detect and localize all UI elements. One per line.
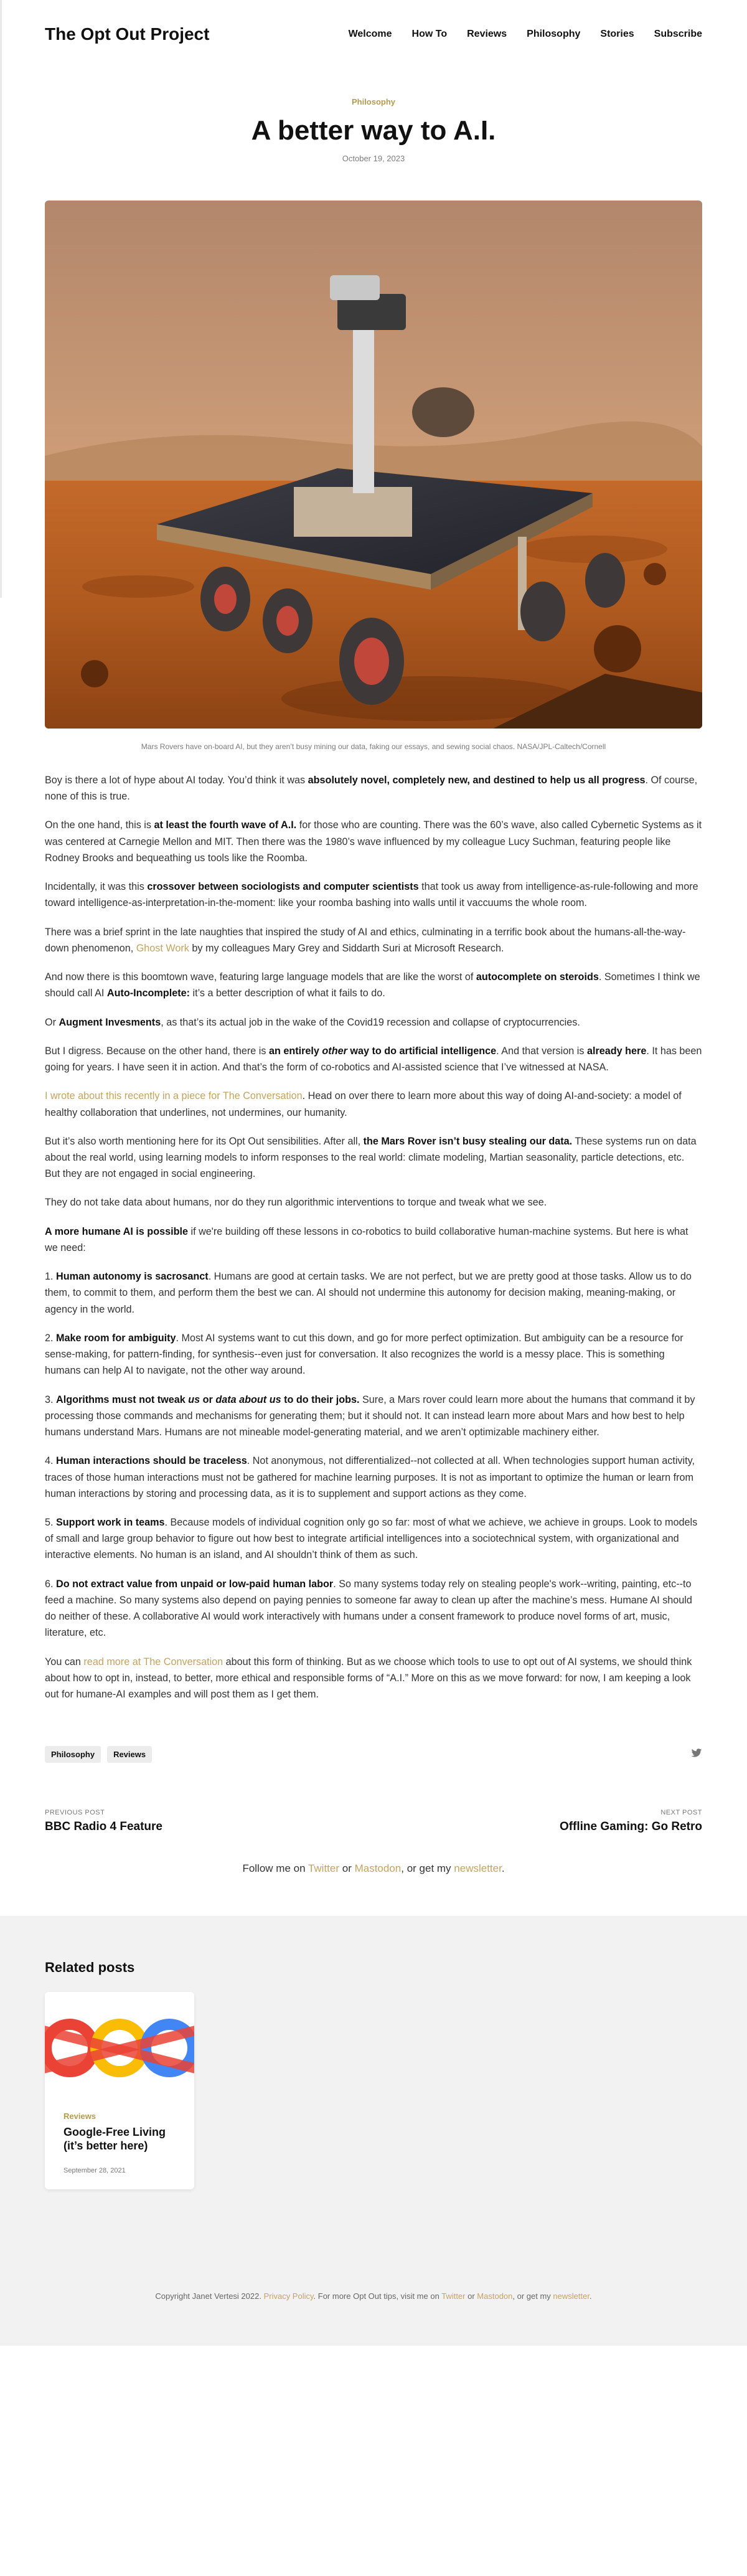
text: to do their jobs. <box>281 1394 360 1405</box>
follow-twitter-link[interactable]: Twitter <box>308 1862 340 1875</box>
text: . Because models of individual cognition only go so far: most of what we achieve, we achieve in groups. Look to models of small and large group behavior to figure out how best to integrate artificial intelligences into a sociotechnical system, with organizational and interactive elements. No human is an island, and AI shouldn’t think of them as such. <box>45 1516 698 1561</box>
text: Boy is there a lot of hype about AI today. You’d think it was <box>45 775 308 786</box>
paragraph-closing <box>45 1654 702 1703</box>
previous-post-label: PREVIOUS POST <box>45 1809 105 1817</box>
text: . So many systems today rely on stealing people's work--writing, painting, etc--to feed a machine. So many systems also depend on paying pennies to someone far away to clean up after the machine’s mess. Humane AI should do neither of these. A collaborative AI would work interactively with humans under a consent framework to produce novel forms of art, music, literature, etc. <box>45 1578 692 1639</box>
emphasis: Make room for ambiguity <box>56 1332 176 1344</box>
paragraph-6 <box>45 1014 702 1031</box>
list-number: 5. <box>45 1516 56 1528</box>
text: On the one hand, this is <box>45 819 154 831</box>
main-nav <box>349 29 702 40</box>
article-body <box>45 772 702 1702</box>
mars-rover-image <box>45 201 702 729</box>
paragraph-5 <box>45 969 702 1001</box>
emphasis: Human autonomy is sacrosanct <box>56 1271 209 1283</box>
emphasis: Do not extract value from unpaid or low-paid human labor <box>56 1578 334 1590</box>
nav-stories[interactable]: Stories <box>600 29 634 39</box>
related-card-title[interactable]: Google-Free Living (it’s better here) <box>63 2126 166 2152</box>
related-posts-section <box>0 1916 747 2346</box>
related-post-card[interactable] <box>45 1992 194 2189</box>
paragraph-3 <box>45 879 702 911</box>
paragraph-7 <box>45 1043 702 1075</box>
text: Sure, a Mars rover could learn more about the humans that command it by processing those commands and mechanisms for generating them; but it should not. It can instead learn more about Mars and how best to help humans understand Mars. Humans are not mineable model-generating material, and we aren’t optimizable machinery either. <box>45 1394 695 1438</box>
text: . For more Opt Out tips, visit me on <box>313 2291 442 2301</box>
post-navigation <box>45 1809 702 1834</box>
feature-caption: Mars Rovers have on-board AI, but they aren’t busy mining our data, faking our essays, and sewing social chaos. NASA/JPL-Caltech/Cornell <box>141 742 606 751</box>
text: us <box>188 1394 200 1405</box>
text: or <box>200 1394 216 1405</box>
text: But I digress. Because on the other hand, there is <box>45 1045 269 1057</box>
text: that took us away from intelligence-as-rule-following and more toward intelligence-as-interpretation-in-the-moment: like your roomba bashing into walls until it vaccuums the whole room. <box>45 881 698 909</box>
text: These systems run on data about the real world, using learning models to inform responses to the real world: climate modeling, Martian seasonality, particle detections, etc. But they are not engaged in social engineering. <box>45 1135 697 1180</box>
text: . Sometimes I think we should call AI <box>45 971 700 999</box>
text: about this form of thinking. But as we choose which tools to use to opt out of AI systems, we should think about how to opt in, instead, to better, more ethical and responsible forms of “A.I.” More on this as we move forward: for now, I am keeping a look out for humane-AI examples and will post them as I get them. <box>45 1656 692 1701</box>
paragraph-11 <box>45 1224 702 1256</box>
follow-mastodon-link[interactable]: Mastodon <box>354 1862 402 1875</box>
text: data about us <box>215 1394 281 1405</box>
text: , or get my <box>512 2291 553 2301</box>
text: . <box>589 2291 592 2301</box>
conversation-article-link[interactable]: I wrote about this recently in a piece for The Conversation <box>45 1090 303 1102</box>
post-date: October 19, 2023 <box>342 154 405 163</box>
emphasis: Augment Invesments <box>59 1016 161 1028</box>
post-title: A better way to A.I. <box>251 115 496 146</box>
emphasis: Auto-Incomplete: <box>106 988 190 999</box>
text: , or get my <box>401 1862 454 1875</box>
text: , as that’s its actual job in the wake of the Covid19 recession and collapse of cryptocurrencies. <box>161 1016 580 1028</box>
text: . Of course, none of this is true. <box>45 775 698 803</box>
list-number: 6. <box>45 1578 56 1590</box>
twitter-icon <box>691 1747 702 1758</box>
left-edge-bar <box>0 0 2 598</box>
previous-post-link[interactable] <box>45 1809 162 1834</box>
tag-philosophy[interactable]: Philosophy <box>45 1746 101 1763</box>
related-card-body <box>45 2104 194 2174</box>
emphasis: autocomplete on steroids <box>476 971 599 983</box>
list-number: 3. <box>45 1394 56 1405</box>
text: . Head on over there to learn more about this way of doing AI-and-society: a model of healthy collaboration that underlines, not undermines, our humanity. <box>45 1090 682 1118</box>
principle-2 <box>45 1330 702 1379</box>
emphasis: already here <box>586 1045 647 1057</box>
paragraph-8 <box>45 1088 702 1120</box>
text: Follow me on <box>242 1862 308 1875</box>
text: . <box>501 1862 505 1875</box>
emphasis: the Mars Rover isn’t busy stealing our data. <box>363 1135 573 1147</box>
footer-newsletter-link[interactable]: newsletter <box>553 2291 590 2301</box>
post-tags <box>45 1746 152 1763</box>
previous-post-title: BBC Radio 4 Feature <box>45 1820 162 1834</box>
principle-4 <box>45 1453 702 1502</box>
related-card-date: September 28, 2021 <box>63 2166 126 2174</box>
paragraph-2 <box>45 817 702 866</box>
next-post-label: NEXT POST <box>660 1809 702 1817</box>
text: if we're building off these lessons in co-robotics to build collaborative human-machine systems. But here is what we need: <box>45 1225 688 1253</box>
principle-5 <box>45 1514 702 1564</box>
privacy-policy-link[interactable]: Privacy Policy <box>263 2291 314 2301</box>
paragraph-10: They do not take data about humans, nor do they run algorithmic interventions to torque and tweak what we see. <box>45 1197 547 1209</box>
text: by my colleagues Mary Grey and Siddarth Suri at Microsoft Research. <box>189 942 504 954</box>
text: Copyright Janet Vertesi 2022. <box>155 2291 264 2301</box>
text: or <box>465 2291 477 2301</box>
ghost-work-link[interactable]: Ghost Work <box>136 942 189 954</box>
text: Algorithms must not tweak <box>56 1394 189 1405</box>
text: an entirely <box>268 1045 322 1057</box>
site-footer <box>0 2291 747 2301</box>
paragraph-9 <box>45 1133 702 1182</box>
text: . Humans are good at certain tasks. We are not perfect, but we are pretty good at those tasks. Allow us to do them, to commit to them, and perform them the best we can. AI should not undermine this autonomy for decision making, meaning-making, or agency in the world. <box>45 1271 692 1315</box>
principle-3 <box>45 1392 702 1441</box>
nav-subscribe[interactable]: Subscribe <box>654 29 702 39</box>
read-more-conversation-link[interactable]: read more at The Conversation <box>83 1656 223 1668</box>
tags-row <box>45 1746 702 1763</box>
text: Or <box>45 1016 59 1028</box>
nav-how-to[interactable]: How To <box>411 29 448 39</box>
tag-reviews[interactable]: Reviews <box>107 1746 152 1763</box>
text: You can <box>45 1656 84 1668</box>
text: . Most AI systems want to cut this down, and go for more perfect optimization. But ambiguity can be a resource for sense-making, for pattern-finding, for synthesis--even just for conversation. It also recognizes the world is a messy place. This is something humans can help AI to navigate, not the other way around. <box>45 1332 684 1377</box>
nav-philosophy[interactable]: Philosophy <box>527 29 581 39</box>
nav-welcome[interactable]: Welcome <box>348 29 392 39</box>
emphasis <box>269 1045 496 1057</box>
emphasis <box>56 1394 360 1405</box>
twitter-share-button[interactable] <box>691 1747 702 1762</box>
follow-line <box>0 1862 747 1875</box>
paragraph-4 <box>45 924 702 956</box>
emphasis: at least the fourth wave of A.I. <box>154 819 297 831</box>
nav-reviews[interactable]: Reviews <box>467 29 507 39</box>
principle-1 <box>45 1268 702 1318</box>
post-category-link[interactable]: Philosophy <box>351 97 396 106</box>
text: other <box>322 1045 347 1057</box>
text: Incidentally, it was this <box>45 881 148 893</box>
related-card-category[interactable]: Reviews <box>63 2111 96 2121</box>
emphasis: absolutely novel, completely new, and destined to help us all progress <box>308 775 646 786</box>
emphasis: A more humane AI is possible <box>45 1225 188 1237</box>
site-header <box>0 0 747 68</box>
next-post-link[interactable] <box>560 1809 702 1834</box>
text: And now there is this boomtown wave, featuring large language models that are like the worst of <box>45 971 476 983</box>
follow-newsletter-link[interactable]: newsletter <box>454 1862 502 1875</box>
principle-6 <box>45 1576 702 1641</box>
text: . Not anonymous, not differentialized--not collected at all. When technologies support human activity, traces of those human interactions must not be gathered for machine learning purposes. It is not as important to optimize the human or learn from human interactions by storing and processing data, as it is to supplement and support actions as they come. <box>45 1455 695 1499</box>
text: it’s a better description of what it fails to do. <box>189 988 385 999</box>
footer-twitter-link[interactable]: Twitter <box>441 2291 466 2301</box>
text: There was a brief sprint in the late naughties that inspired the study of AI and ethics, culminating in a terrific book about the humans-all-the-way-down phenomenon, <box>45 926 686 954</box>
feature-figure <box>45 201 702 751</box>
footer-mastodon-link[interactable]: Mastodon <box>477 2291 513 2301</box>
paragraph-1 <box>45 772 702 804</box>
text: or <box>339 1862 355 1875</box>
text: But it’s also worth mentioning here for its Opt Out sensibilities. After all, <box>45 1135 364 1147</box>
site-title-link[interactable]: The Opt Out Project <box>45 24 210 44</box>
emphasis: Human interactions should be traceless <box>56 1455 247 1467</box>
list-number: 1. <box>45 1271 56 1283</box>
list-number: 4. <box>45 1455 56 1467</box>
emphasis: Support work in teams <box>56 1516 165 1528</box>
next-post-title: Offline Gaming: Go Retro <box>559 1820 702 1834</box>
related-posts-heading: Related posts <box>45 1960 135 1976</box>
emphasis: crossover between sociologists and computer scientists <box>147 881 419 893</box>
post-header <box>0 97 747 163</box>
text: . It has been going for years. I have seen it in action. And that’s the form of co-robotics and AI-assisted science that I’ve witnessed at NASA. <box>45 1045 702 1073</box>
list-number: 2. <box>45 1332 56 1344</box>
text: way to do artificial intelligence <box>347 1045 497 1057</box>
text: . And that version is <box>496 1045 587 1057</box>
text: for those who are counting. There was the 60’s wave, also called Cybernetic Systems as it was centered at Carnegie Mellon and MIT. Then there was the 1980’s wave influenced by my colleague Lucy Suchman, featuring people like Rodney Brooks and bequeathing us tools like the Roomba. <box>45 819 702 864</box>
google-logo-crossed-thumbnail <box>45 1992 194 2104</box>
